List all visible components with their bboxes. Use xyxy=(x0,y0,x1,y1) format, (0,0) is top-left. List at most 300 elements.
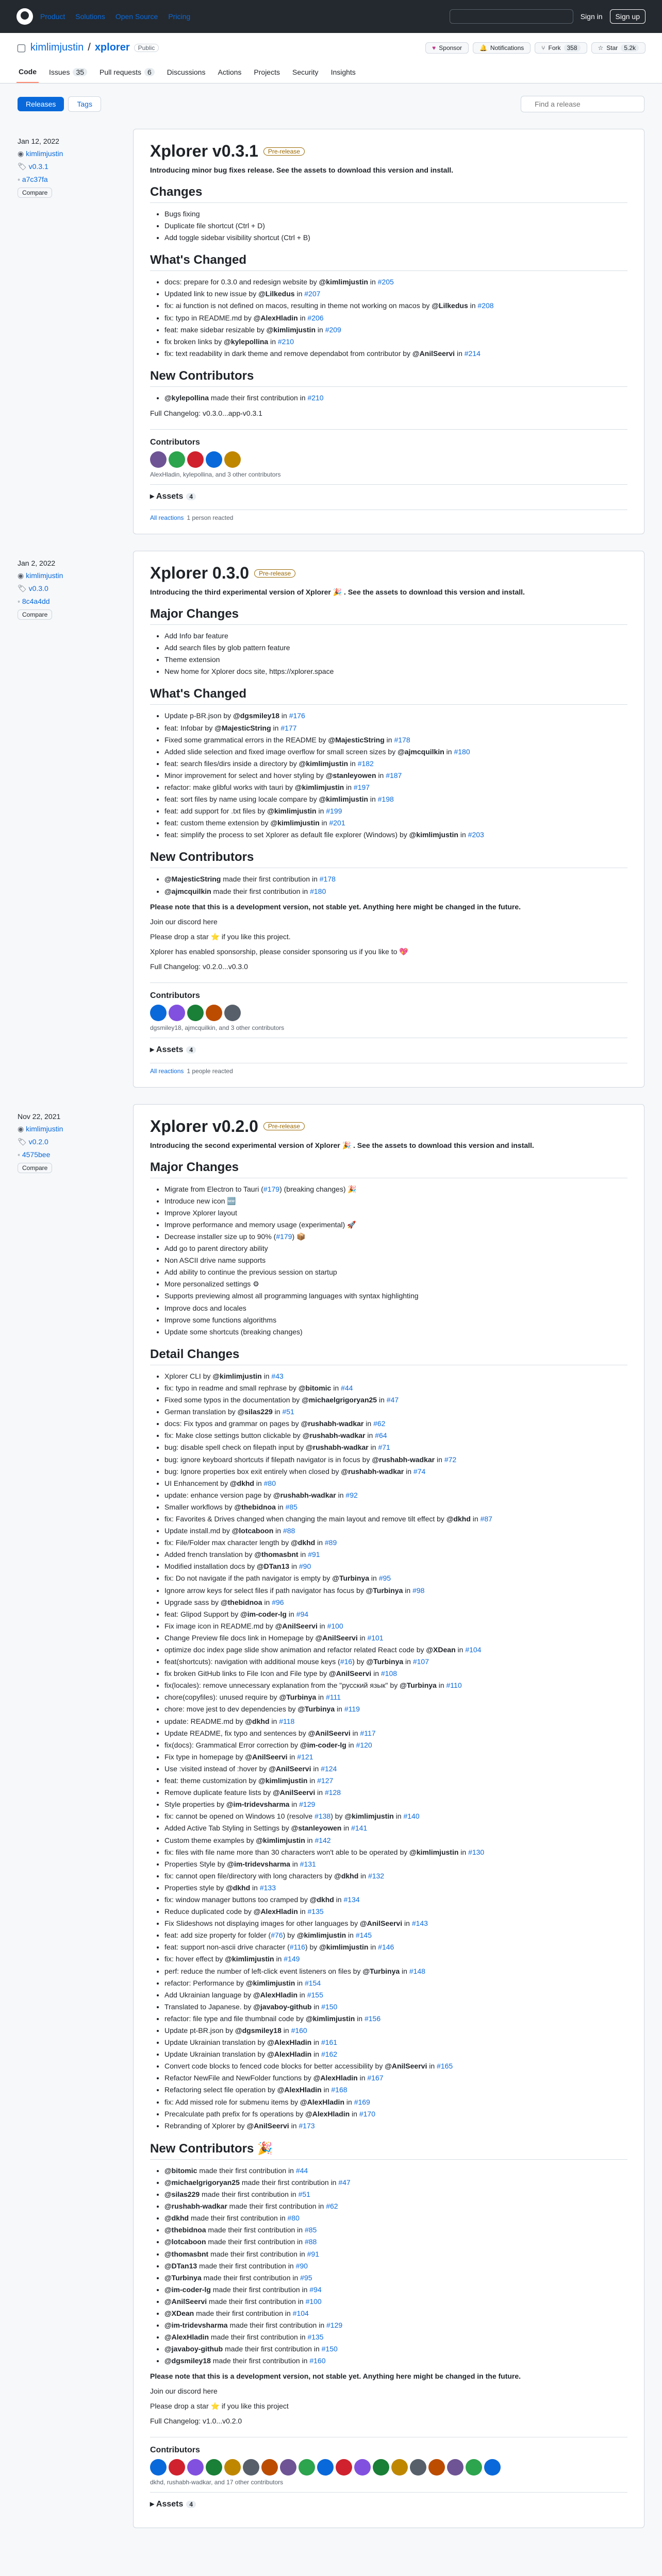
user-mention-link[interactable]: @im-tridevsharma xyxy=(164,2321,228,2330)
contributor-avatar[interactable] xyxy=(243,2459,259,2476)
contributor-avatar[interactable] xyxy=(224,2459,241,2476)
pull-request-link[interactable]: #89 xyxy=(324,1538,337,1547)
pull-request-link[interactable]: #85 xyxy=(285,1502,297,1511)
contributor-avatar[interactable] xyxy=(206,1005,222,1021)
user-mention-link[interactable]: @bitomic xyxy=(164,2166,197,2175)
pull-request-link[interactable]: #96 xyxy=(272,1598,284,1606)
user-mention-link[interactable]: @AnilSeervi xyxy=(359,1919,403,1928)
user-mention-link[interactable]: @kimlimjustin xyxy=(225,1955,274,1963)
user-mention-link[interactable]: @im-tridevsharma xyxy=(226,1800,290,1809)
user-mention-link[interactable]: @kimlimjustin xyxy=(294,783,344,791)
pull-request-link[interactable]: #80 xyxy=(263,1479,276,1487)
pull-request-link[interactable]: #134 xyxy=(343,1895,360,1904)
pull-request-link[interactable]: #208 xyxy=(477,301,494,310)
user-mention-link[interactable]: @AlexHladin xyxy=(313,2074,358,2082)
full-changelog[interactable]: Full Changelog: v0.2.0...v0.3.0 xyxy=(150,962,248,971)
user-mention-link[interactable]: @thebidnoa xyxy=(220,1598,262,1606)
pull-request-link[interactable]: #207 xyxy=(304,290,321,298)
pull-request-link[interactable]: #128 xyxy=(324,1788,341,1797)
user-mention-link[interactable]: @Turbinya xyxy=(362,1967,400,1975)
pull-request-link[interactable]: #91 xyxy=(308,1550,320,1559)
user-mention-link[interactable]: @kimlimjustin xyxy=(319,795,368,804)
user-mention-link[interactable]: @kimlimjustin xyxy=(409,831,458,839)
contributor-avatar[interactable] xyxy=(224,451,241,468)
contributor-avatar[interactable] xyxy=(317,2459,334,2476)
contributor-avatar[interactable] xyxy=(150,2459,167,2476)
user-mention-link[interactable]: @rushabh-wadkar xyxy=(372,1455,435,1464)
pull-request-link[interactable]: #170 xyxy=(359,2109,376,2118)
pull-request-link[interactable]: #165 xyxy=(437,2062,453,2071)
user-mention-link[interactable]: @AnilSeervi xyxy=(308,1728,351,1737)
user-mention-link[interactable]: @stanleyowen xyxy=(291,1824,342,1833)
pull-request-link[interactable]: #167 xyxy=(367,2074,384,2082)
user-mention-link[interactable]: @AlexHladin xyxy=(267,2050,312,2059)
user-mention-link[interactable]: @AlexHladin xyxy=(277,2086,322,2094)
user-mention-link[interactable]: @AnilSeervi xyxy=(315,1633,358,1642)
contributor-avatar[interactable] xyxy=(484,2459,501,2476)
assets-toggle[interactable] xyxy=(150,1038,627,1061)
pull-request-link[interactable]: #150 xyxy=(321,2345,338,2353)
user-mention-link[interactable]: @AlexHladin xyxy=(253,313,298,322)
pull-request-link[interactable]: #117 xyxy=(360,1728,376,1737)
pull-request-link[interactable]: #127 xyxy=(317,1776,334,1785)
pull-request-link[interactable]: #199 xyxy=(326,807,342,816)
user-mention-link[interactable]: @rushabh-wadkar xyxy=(164,2202,227,2211)
list-item-text: New home for Xplorer docs site, https://xplorer.space xyxy=(164,667,334,676)
full-changelog[interactable]: Full Changelog: v0.3.0...app-v0.3.1 xyxy=(150,409,262,418)
list-item-text: update: README.md by xyxy=(164,1717,245,1725)
repo-name-link[interactable]: xplorer xyxy=(94,42,130,53)
user-mention-link[interactable]: @im-coder-lg xyxy=(300,1740,346,1749)
user-mention-link[interactable]: @silas229 xyxy=(237,1408,273,1416)
pull-request-link[interactable]: #206 xyxy=(307,313,324,322)
user-mention-link[interactable]: @thomasbnt xyxy=(164,2249,209,2258)
pull-request-link[interactable]: #51 xyxy=(298,2190,310,2199)
user-mention-link[interactable]: @kimlimjustin xyxy=(212,1371,262,1380)
tags-tab[interactable]: Tags xyxy=(68,96,101,112)
user-mention-link[interactable]: @Turbinya xyxy=(400,1681,437,1690)
pull-request-link[interactable]: #94 xyxy=(296,1609,309,1618)
user-mention-link[interactable]: @kimlimjustin xyxy=(299,759,349,768)
pull-request-link[interactable]: #104 xyxy=(292,2309,309,2317)
commit-link[interactable]: 8c4a4dd xyxy=(22,597,50,606)
user-mention-link[interactable]: @AlexHladin xyxy=(305,2109,350,2118)
user-mention-link[interactable]: @thebidnoa xyxy=(164,2226,206,2234)
pull-request-link[interactable]: #104 xyxy=(465,1646,482,1654)
pull-request-link[interactable]: #51 xyxy=(282,1408,294,1416)
contributor-avatar[interactable] xyxy=(466,2459,482,2476)
pull-request-link[interactable]: #94 xyxy=(309,2285,322,2294)
section-list xyxy=(164,630,627,677)
pull-request-link[interactable]: #179 xyxy=(276,1232,292,1241)
user-mention-link[interactable]: @kimlimjustin xyxy=(267,807,317,816)
user-mention-link[interactable]: @thomasbnt xyxy=(254,1550,299,1559)
contributor-avatar[interactable] xyxy=(428,2459,445,2476)
user-mention-link[interactable]: @DTan13 xyxy=(164,2261,197,2270)
pull-request-link[interactable]: #146 xyxy=(378,1943,394,1952)
release-title[interactable]: Xplorer v0.2.0 xyxy=(150,1116,258,1136)
full-changelog[interactable]: Full Changelog: v1.0...v0.2.0 xyxy=(150,2417,242,2426)
tab-code[interactable] xyxy=(16,63,39,83)
pull-request-link[interactable]: #85 xyxy=(304,2226,317,2234)
author-link[interactable]: kimlimjustin xyxy=(26,571,63,580)
pull-request-link[interactable]: #90 xyxy=(295,2261,308,2270)
list-item-text: fix: Add missed role for submenu items by xyxy=(164,2097,300,2106)
pull-request-link[interactable]: #135 xyxy=(307,1907,324,1916)
contributor-avatar[interactable] xyxy=(169,2459,185,2476)
pull-request-link[interactable]: #160 xyxy=(309,2357,326,2365)
tag-link[interactable]: v0.3.1 xyxy=(28,162,48,171)
pull-request-link[interactable]: #160 xyxy=(291,2026,307,2035)
pull-request-link[interactable]: #180 xyxy=(454,747,470,756)
pull-request-link[interactable]: #142 xyxy=(315,1836,331,1844)
pull-request-link[interactable]: #64 xyxy=(375,1431,387,1440)
user-mention-link[interactable]: @kimlimjustin xyxy=(270,819,320,827)
user-mention-link[interactable]: @kimlimjustin xyxy=(319,278,368,286)
pull-request-link[interactable]: #154 xyxy=(304,1978,321,1987)
author-link[interactable]: kimlimjustin xyxy=(26,1124,63,1133)
pull-request-link[interactable]: #47 xyxy=(338,2178,351,2187)
pull-request-link[interactable]: #197 xyxy=(353,783,370,791)
star-button[interactable]: ☆ Star 5.2k xyxy=(591,42,646,54)
list-item xyxy=(164,1231,627,1243)
pull-request-link[interactable]: #98 xyxy=(412,1586,425,1595)
contributor-avatar[interactable] xyxy=(410,2459,426,2476)
user-mention-link[interactable]: @dkhd xyxy=(229,1479,254,1487)
sign-in-link[interactable]: Sign in xyxy=(580,12,603,21)
pull-request-link[interactable]: #173 xyxy=(299,2121,315,2130)
pull-request-link[interactable]: #182 xyxy=(357,759,374,768)
tag-link[interactable]: v0.2.0 xyxy=(28,1137,48,1146)
user-mention-link[interactable]: @MajesticString xyxy=(214,723,271,732)
pull-request-link[interactable]: #131 xyxy=(300,1859,316,1868)
all-reactions-link[interactable]: All reactions xyxy=(150,1067,184,1075)
repo-owner-link[interactable]: kimlimjustin xyxy=(30,42,84,53)
pull-request-link[interactable]: #95 xyxy=(378,1574,391,1583)
user-mention-link[interactable]: @im-coder-lg xyxy=(164,2285,211,2294)
pull-request-link[interactable]: #76 xyxy=(271,1931,283,1940)
compare-button[interactable]: Compare xyxy=(18,188,52,198)
pull-request-link[interactable]: #145 xyxy=(355,1931,372,1940)
user-mention-link[interactable]: @AnilSeervi xyxy=(246,2121,289,2130)
pull-request-link[interactable]: #95 xyxy=(300,2273,312,2282)
pull-request-link[interactable]: #80 xyxy=(287,2214,300,2223)
user-mention-link[interactable]: @dkhd xyxy=(245,1717,270,1725)
tab-pull-requests[interactable] xyxy=(97,63,157,83)
user-mention-link[interactable]: @dgsmiley18 xyxy=(235,2026,282,2035)
list-item xyxy=(164,1394,627,1406)
user-mention-link[interactable]: @AlexHladin xyxy=(300,2097,345,2106)
contributor-avatar[interactable] xyxy=(169,1005,185,1021)
user-mention-link[interactable]: @michaelgrigoryan25 xyxy=(302,1396,377,1404)
pull-request-link[interactable]: #88 xyxy=(283,1527,295,1535)
pull-request-link[interactable]: #100 xyxy=(305,2297,322,2306)
pull-request-link[interactable]: #133 xyxy=(259,1883,276,1892)
user-mention-link[interactable]: @Turbinya xyxy=(297,1705,335,1714)
pull-request-link[interactable]: #155 xyxy=(307,1990,323,1999)
user-mention-link[interactable]: @MajesticString xyxy=(164,875,221,884)
pull-request-link[interactable]: #101 xyxy=(367,1633,384,1642)
global-search-input[interactable] xyxy=(450,9,573,24)
pull-request-link[interactable]: #149 xyxy=(284,1955,300,1963)
pull-request-link[interactable]: #150 xyxy=(321,2002,338,2011)
user-mention-link[interactable]: @kimlimjustin xyxy=(256,1836,305,1844)
tab-security[interactable] xyxy=(290,63,321,83)
contributor-avatar[interactable] xyxy=(391,2459,408,2476)
contributor-avatar[interactable] xyxy=(187,2459,204,2476)
pull-request-link[interactable]: #44 xyxy=(295,2166,308,2175)
contributor-avatar[interactable] xyxy=(261,2459,278,2476)
user-mention-link[interactable]: @kimlimjustin xyxy=(409,1848,459,1856)
user-mention-link[interactable]: @kylepollina xyxy=(224,337,269,346)
contributor-avatar[interactable] xyxy=(169,451,185,468)
pull-request-link[interactable]: #176 xyxy=(289,711,305,720)
pull-request-link[interactable]: #47 xyxy=(386,1396,399,1404)
user-mention-link[interactable]: @Turbinya xyxy=(279,1693,317,1702)
commit-link[interactable]: a7c37fa xyxy=(22,175,48,183)
pull-request-link[interactable]: #209 xyxy=(325,325,341,334)
user-mention-link[interactable]: @lotcaboon xyxy=(231,1527,274,1535)
pull-request-link[interactable]: #179 xyxy=(263,1184,280,1193)
global-nav-item[interactable]: Product xyxy=(40,12,65,21)
user-mention-link[interactable]: @AnilSeervi xyxy=(412,349,455,358)
user-mention-link[interactable]: @AlexHladin xyxy=(164,2333,209,2342)
pull-request-link[interactable]: #141 xyxy=(351,1824,368,1833)
fork-button[interactable]: ⑂ Fork 358 xyxy=(535,42,587,54)
contributor-avatar[interactable] xyxy=(150,451,167,468)
pull-request-link[interactable]: #62 xyxy=(373,1419,386,1428)
pull-request-link[interactable]: #100 xyxy=(327,1621,343,1630)
repo-header: ▢ kimlimjustin / xplorer Public ♥ Sponsor 🔔 Notifications ⑂ Fork 358 ☆ Star 5.2k Code Issues 35 Pull requests 6 Discussions Actions Projects Security Insights xyxy=(0,33,662,83)
find-release-input[interactable] xyxy=(521,96,644,112)
user-mention-link[interactable]: @rushabh-wadkar xyxy=(273,1490,336,1499)
pull-request-link[interactable]: #161 xyxy=(321,2038,338,2047)
user-mention-link[interactable]: @AnilSeervi xyxy=(273,1788,316,1797)
compare-button[interactable]: Compare xyxy=(18,1163,52,1173)
pull-request-link[interactable]: #72 xyxy=(444,1455,457,1464)
pull-request-link[interactable]: #180 xyxy=(310,887,326,895)
user-mention-link[interactable]: @AnilSeervi xyxy=(329,1669,372,1678)
pull-request-link[interactable]: #210 xyxy=(277,337,294,346)
user-mention-link[interactable]: @MajesticString xyxy=(328,735,385,744)
pull-request-link[interactable]: #120 xyxy=(356,1740,372,1749)
user-mention-link[interactable]: @kimlimjustin xyxy=(266,325,316,334)
user-mention-link[interactable]: @Lilkedus xyxy=(432,301,468,310)
user-mention-link[interactable]: @kimlimjustin xyxy=(296,1931,346,1940)
pull-request-link[interactable]: #129 xyxy=(299,1800,316,1809)
pull-request-link[interactable]: #162 xyxy=(321,2050,338,2059)
pull-request-link[interactable]: #43 xyxy=(271,1371,284,1380)
contributor-avatar[interactable] xyxy=(150,1005,167,1021)
pull-request-link[interactable]: #132 xyxy=(368,1871,385,1880)
pull-request-link[interactable]: #203 xyxy=(468,831,484,839)
pull-request-link[interactable]: #87 xyxy=(480,1514,492,1523)
user-mention-link[interactable]: @rushabh-wadkar xyxy=(302,1431,366,1440)
tab-actions[interactable] xyxy=(216,63,243,83)
user-mention-link[interactable]: @stanleyowen xyxy=(325,771,376,779)
release-card xyxy=(133,551,644,1088)
pull-request-link[interactable]: #91 xyxy=(307,2249,319,2258)
user-mention-link[interactable]: @dgsmiley18 xyxy=(233,711,279,720)
contributor-avatars xyxy=(150,451,627,468)
all-reactions-link[interactable]: All reactions xyxy=(150,514,184,522)
pull-request-link[interactable]: #198 xyxy=(377,795,394,804)
compare-button[interactable]: Compare xyxy=(18,609,52,620)
pull-request-link[interactable]: #201 xyxy=(329,819,345,827)
pull-request-link[interactable]: #168 xyxy=(331,2086,347,2094)
user-mention-link[interactable]: @kimlimjustin xyxy=(319,1943,369,1952)
contributor-avatar[interactable] xyxy=(299,2459,315,2476)
tab-projects[interactable] xyxy=(252,63,282,83)
github-logo-icon[interactable] xyxy=(16,8,33,25)
contributor-avatar[interactable] xyxy=(336,2459,352,2476)
contributor-avatar[interactable] xyxy=(187,451,204,468)
pull-request-link[interactable]: #111 xyxy=(325,1693,341,1702)
user-mention-link[interactable]: @dkhd xyxy=(334,1871,359,1880)
pull-request-link[interactable]: #16 xyxy=(340,1657,353,1666)
user-mention-link[interactable]: @thebidnoa xyxy=(234,1502,276,1511)
pull-request-link[interactable]: #178 xyxy=(319,875,336,884)
user-mention-link[interactable]: @dkhd xyxy=(309,1895,334,1904)
sign-up-button[interactable]: Sign up xyxy=(610,9,646,24)
contributor-avatar[interactable] xyxy=(206,451,222,468)
global-nav-item[interactable]: Open Source xyxy=(115,12,158,21)
user-mention-link[interactable]: @AnilSeervi xyxy=(164,2297,207,2306)
pull-request-link[interactable]: #124 xyxy=(321,1764,337,1773)
pull-request-link[interactable]: #74 xyxy=(413,1467,426,1476)
pull-request-link[interactable]: #205 xyxy=(377,278,394,286)
user-mention-link[interactable]: @Turbinya xyxy=(332,1574,370,1583)
contributor-avatar[interactable] xyxy=(354,2459,371,2476)
pull-request-link[interactable]: #118 xyxy=(279,1717,295,1725)
sponsor-button[interactable]: ♥ Sponsor xyxy=(425,42,469,54)
list-item-text: made their first contribution in xyxy=(209,393,308,402)
user-mention-link[interactable]: @kimlimjustin xyxy=(305,2014,355,2023)
pull-request-link[interactable]: #71 xyxy=(378,1443,390,1452)
assets-toggle[interactable] xyxy=(150,484,627,507)
pull-request-link[interactable]: #156 xyxy=(364,2014,381,2023)
user-mention-link[interactable]: @dkhd xyxy=(164,2214,189,2223)
list-item xyxy=(164,1929,627,1941)
user-mention-link[interactable]: @Turbinya xyxy=(164,2273,202,2282)
user-mention-link[interactable]: @javaboy-github xyxy=(253,2002,312,2011)
pull-request-link[interactable]: #90 xyxy=(299,1562,311,1571)
pull-request-link[interactable]: #187 xyxy=(386,771,402,779)
user-mention-link[interactable]: @kylepollina xyxy=(164,393,209,402)
pull-request-link[interactable]: #92 xyxy=(345,1490,358,1499)
user-mention-link[interactable]: @Lilkedus xyxy=(258,290,295,298)
user-mention-link[interactable]: @ajmcquilkin xyxy=(164,887,211,895)
release-title[interactable]: Xplorer v0.3.1 xyxy=(150,142,258,160)
global-nav-item[interactable]: Solutions xyxy=(75,12,105,21)
tag-link[interactable]: v0.3.0 xyxy=(28,584,48,593)
pull-request-link[interactable]: #129 xyxy=(326,2321,343,2330)
user-mention-link[interactable]: @kimlimjustin xyxy=(258,1776,308,1785)
releases-tab[interactable]: Releases xyxy=(18,97,64,111)
pull-request-link[interactable]: #214 xyxy=(464,349,481,358)
author-link[interactable]: kimlimjustin xyxy=(26,149,63,158)
pull-request-link[interactable]: #177 xyxy=(280,723,297,732)
user-mention-link[interactable]: @dkhd xyxy=(446,1514,471,1523)
user-mention-link[interactable]: @XDean xyxy=(164,2309,194,2317)
contributor-avatar[interactable] xyxy=(373,2459,389,2476)
tab-insights[interactable] xyxy=(329,63,358,83)
user-mention-link[interactable]: @AlexHladin xyxy=(253,1990,298,1999)
pull-request-link[interactable]: #121 xyxy=(297,1752,313,1761)
user-mention-link[interactable]: @bitomic xyxy=(298,1383,332,1392)
user-mention-link[interactable]: @lotcaboon xyxy=(164,2238,206,2246)
pull-request-link[interactable]: #130 xyxy=(468,1848,485,1856)
user-mention-link[interactable]: @dkhd xyxy=(226,1883,251,1892)
user-mention-link[interactable]: @AnilSeervi xyxy=(245,1752,288,1761)
user-mention-link[interactable]: @Turbinya xyxy=(366,1586,403,1595)
global-nav-item[interactable]: Pricing xyxy=(168,12,191,21)
assets-toggle[interactable] xyxy=(150,2492,627,2515)
tab-issues[interactable] xyxy=(47,63,89,83)
user-mention-link[interactable]: @AnilSeervi xyxy=(269,1764,311,1773)
user-mention-link[interactable]: @AnilSeervi xyxy=(385,2062,427,2071)
user-mention-link[interactable]: @AnilSeervi xyxy=(275,1621,318,1630)
user-mention-link[interactable]: @XDean xyxy=(426,1646,456,1654)
pull-request-link[interactable]: #119 xyxy=(344,1705,360,1714)
contributor-avatar[interactable] xyxy=(206,2459,222,2476)
list-item-text: in xyxy=(458,831,468,839)
contributor-avatar[interactable] xyxy=(447,2459,464,2476)
user-mention-link[interactable]: @kimlimjustin xyxy=(245,1978,295,1987)
user-mention-link[interactable]: @Turbinya xyxy=(366,1657,404,1666)
pull-request-link[interactable]: #107 xyxy=(412,1657,429,1666)
tab-discussions[interactable] xyxy=(165,63,208,83)
user-mention-link[interactable]: @silas229 xyxy=(164,2190,200,2199)
pull-request-link[interactable]: #169 xyxy=(354,2097,370,2106)
pull-request-link[interactable]: #210 xyxy=(307,393,324,402)
pull-request-link[interactable]: #44 xyxy=(341,1383,353,1392)
pull-request-link[interactable]: #148 xyxy=(409,1967,425,1975)
pull-request-link[interactable]: #88 xyxy=(304,2238,317,2246)
user-mention-link[interactable]: @kimlimjustin xyxy=(344,1812,394,1821)
user-mention-link[interactable]: @javaboy-github xyxy=(164,2345,223,2353)
user-mention-link[interactable]: @ajmcquilkin xyxy=(398,747,444,756)
user-mention-link[interactable]: @rushabh-wadkar xyxy=(341,1467,404,1476)
user-mention-link[interactable]: @dgsmiley18 xyxy=(164,2357,211,2365)
pull-request-link[interactable]: #116 xyxy=(289,1943,305,1952)
user-mention-link[interactable]: @im-tridevsharma xyxy=(227,1859,290,1868)
user-mention-link[interactable]: @dkhd xyxy=(291,1538,316,1547)
user-mention-link[interactable]: @rushabh-wadkar xyxy=(301,1419,364,1428)
contributor-avatar[interactable] xyxy=(280,2459,296,2476)
user-mention-link[interactable]: @michaelgrigoryan25 xyxy=(164,2178,240,2187)
pull-request-link[interactable]: #143 xyxy=(411,1919,428,1928)
pull-request-link[interactable]: #135 xyxy=(307,2333,324,2342)
pull-request-link[interactable]: #138 xyxy=(315,1812,331,1821)
contributor-avatar[interactable] xyxy=(224,1005,241,1021)
pull-request-link[interactable]: #108 xyxy=(380,1669,398,1678)
pull-request-link[interactable]: #178 xyxy=(394,735,410,744)
user-mention-link[interactable]: @AlexHladin xyxy=(253,1907,298,1916)
pull-request-link[interactable]: #62 xyxy=(326,2202,338,2211)
pull-request-link[interactable]: #110 xyxy=(446,1681,462,1690)
user-mention-link[interactable]: @im-coder-lg xyxy=(240,1609,287,1618)
release-title[interactable]: Xplorer 0.3.0 xyxy=(150,564,250,583)
notifications-button[interactable]: 🔔 Notifications xyxy=(473,42,531,54)
user-mention-link[interactable]: @DTan13 xyxy=(257,1562,290,1571)
user-mention-link[interactable]: @rushabh-wadkar xyxy=(305,1443,369,1452)
contributor-avatar[interactable] xyxy=(187,1005,204,1021)
pull-request-link[interactable]: #140 xyxy=(403,1812,420,1821)
list-item-text: made their first contribution in xyxy=(209,2333,308,2342)
commit-link[interactable]: 4575bee xyxy=(22,1150,51,1159)
user-mention-link[interactable]: @AlexHladin xyxy=(267,2038,312,2047)
